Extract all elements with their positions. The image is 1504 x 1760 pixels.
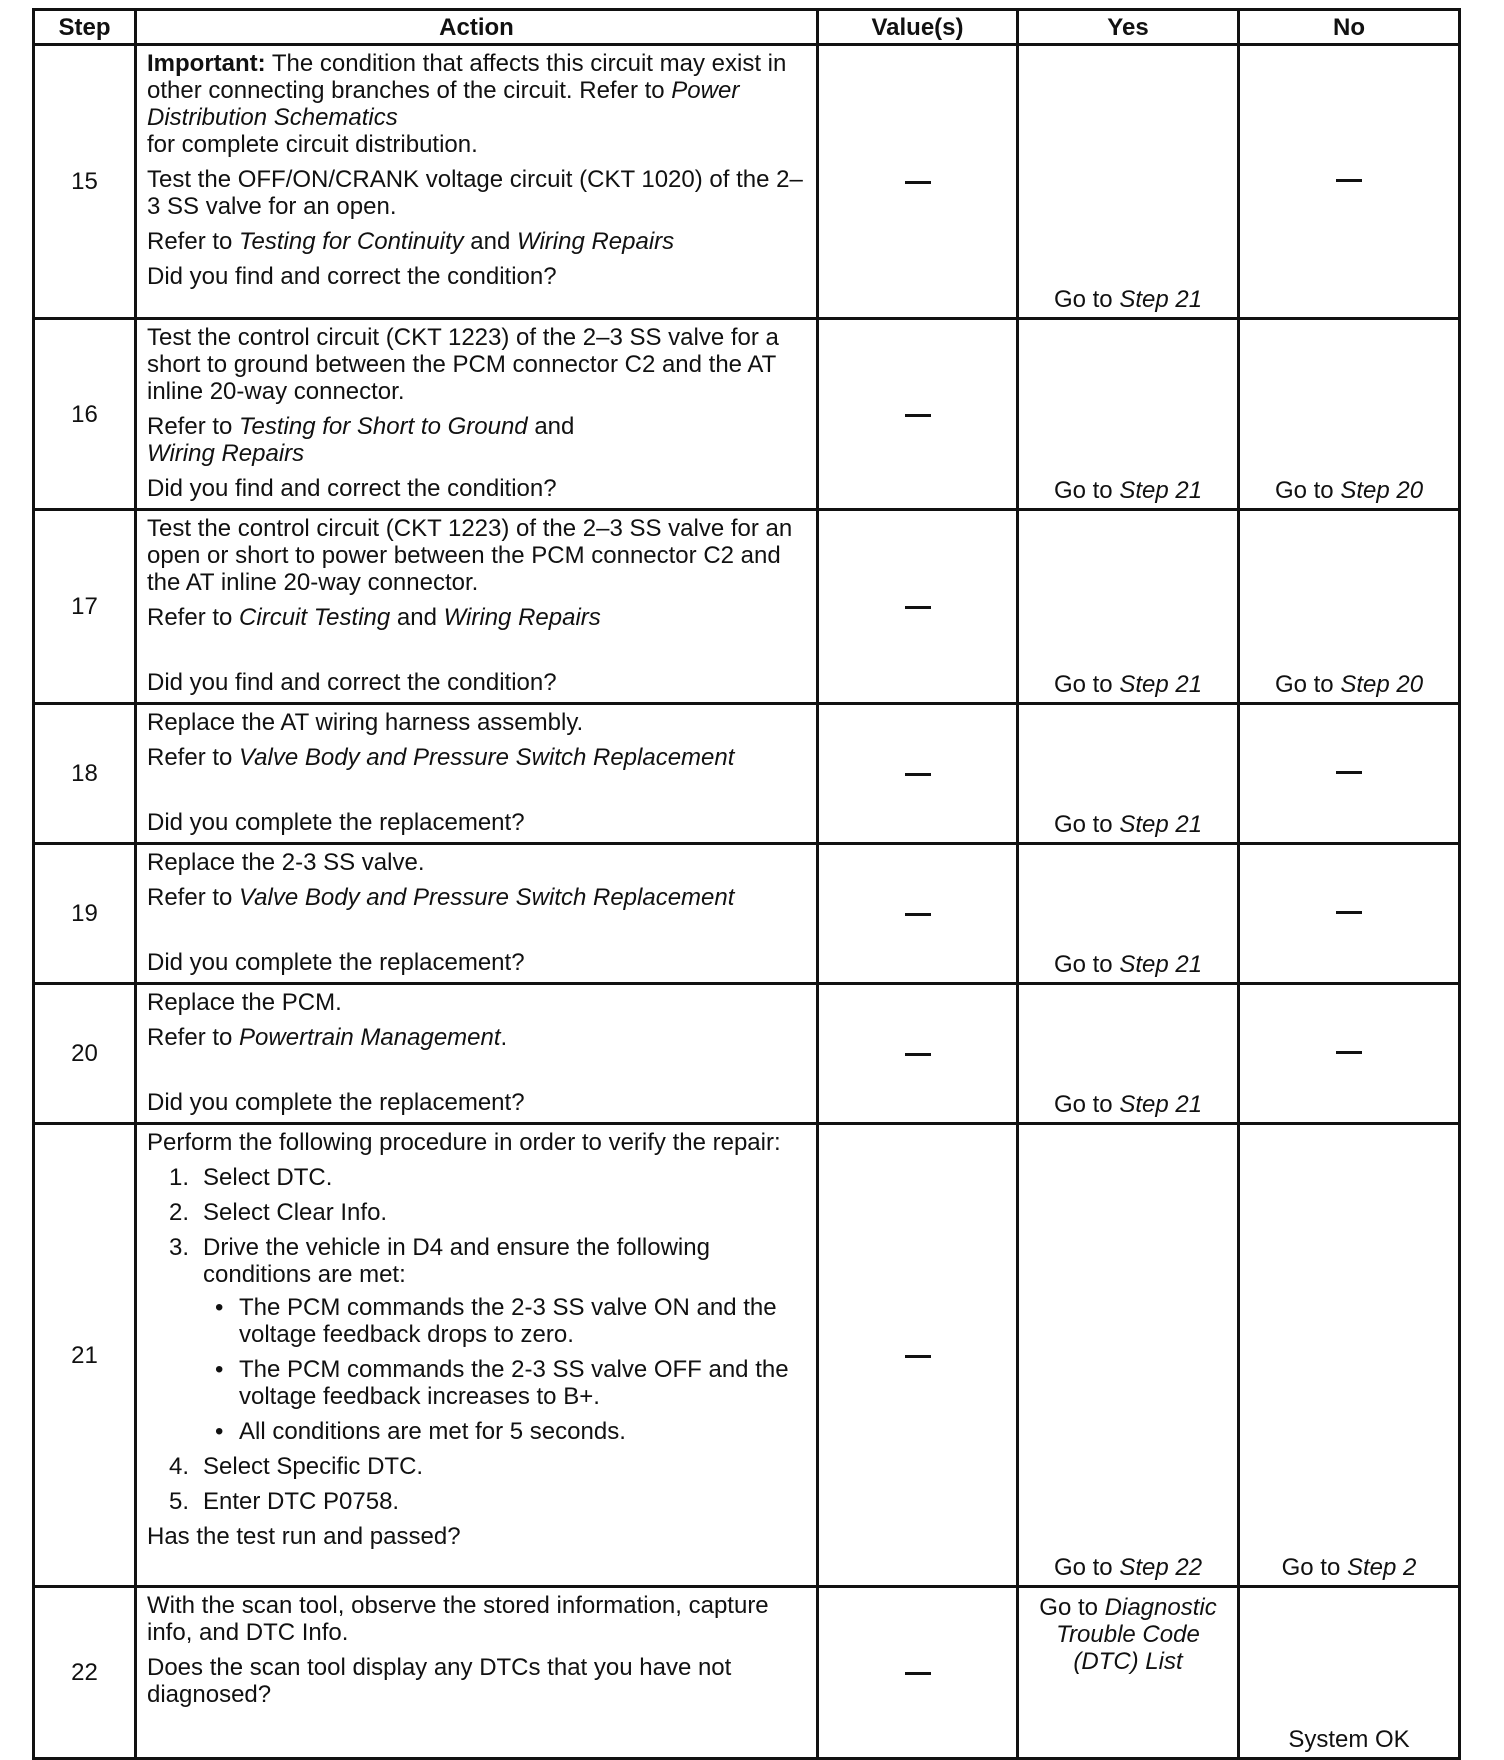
action-text: With the scan tool, observe the stored information, capture info, and DTC Info. [147,1592,769,1646]
no-prefix: Go to [1274,671,1341,698]
spacer [147,779,808,809]
yes-step-link[interactable]: Step 21 [1119,811,1203,838]
refer-line [147,413,808,467]
step-number: 21 [34,1124,136,1587]
table-row [34,984,1460,1124]
table-row [34,1124,1460,1587]
action-cell [136,844,818,984]
refer-prefix: Refer to [147,744,240,771]
list-text: Select DTC. [203,1164,333,1191]
no-cell [1239,844,1460,984]
question: Did you complete the replacement? [147,1089,525,1116]
yes-prefix: Go to [1053,1554,1120,1581]
yes-cell [1018,1587,1239,1759]
question: Has the test run and passed? [147,1523,461,1550]
list-item [147,1164,808,1191]
yes-cell [1018,844,1239,984]
list-text: All conditions are met for 5 seconds. [239,1418,626,1445]
refer-prefix: Refer to [147,413,240,440]
refer-line [147,604,808,631]
action-text: Replace the AT wiring harness assembly. [147,709,584,736]
step-number: 16 [34,319,136,510]
refer-tail: . [500,1024,508,1051]
table-row [34,704,1460,844]
action-text: Replace the 2-3 SS valve. [147,849,425,876]
no-cell [1239,319,1460,510]
action-cell [136,1587,818,1759]
yes-cell [1018,319,1239,510]
refer-and: and [390,604,444,631]
refer-prefix: Refer to [147,884,240,911]
reference-link[interactable]: Valve Body and Pressure Switch Replacement [239,744,735,771]
refer-and: and [463,228,518,255]
reference-link[interactable]: Testing for Short to Ground [239,413,528,440]
reference-link[interactable]: Powertrain Management [239,1024,501,1051]
yes-prefix: Go to [1053,477,1120,504]
list-text: Enter DTC P0758. [203,1488,400,1515]
question: Did you complete the replacement? [147,949,525,976]
reference-link[interactable]: Valve Body and Pressure Switch Replacement [239,884,735,911]
dash-mark [905,1053,931,1056]
yes-cell [1018,704,1239,844]
refer-line [147,1024,808,1051]
question: Did you complete the replacement? [147,809,525,836]
dash-mark [1336,771,1362,774]
list-item [203,1356,808,1410]
test-instruction: Test the control circuit (CKT 1223) of the 2–3 SS valve for a short to ground between the PCM connector C2 and the AT inline 20-way connector. [147,324,779,405]
no-prefix: Go to [1274,477,1341,504]
list-number: 5. [169,1488,190,1515]
refer-and: and [527,413,575,440]
value-cell [818,704,1018,844]
condition-bullets [203,1294,808,1445]
value-cell [818,45,1018,319]
question: Does the scan tool display any DTCs that you have not diagnosed? [147,1654,732,1708]
question: Did you find and correct the condition? [147,475,557,502]
yes-step-link[interactable]: Step 21 [1119,477,1203,504]
step-number: 15 [34,45,136,319]
reference-link[interactable]: Power Distribution Schematics [147,77,740,131]
question: Did you find and correct the condition? [147,263,557,290]
value-cell [818,319,1018,510]
action-cell [136,45,818,319]
list-text: Drive the vehicle in D4 and ensure the following conditions are met: [203,1234,710,1288]
bullet-icon: • [215,1356,224,1383]
yes-step-link[interactable]: Step 21 [1119,671,1203,698]
bullet-icon: • [215,1294,224,1321]
refer-line [147,744,808,771]
refer-prefix: Refer to [147,604,240,631]
list-text: The PCM commands the 2-3 SS valve ON and the voltage feedback drops to zero. [239,1294,777,1348]
dash-mark [905,181,931,184]
dash-mark [905,606,931,609]
spacer [147,919,808,949]
reference-link[interactable]: Wiring Repairs [147,440,305,467]
list-text: Select Specific DTC. [203,1453,424,1480]
yes-step-link[interactable]: Step 21 [1119,286,1203,313]
test-instruction: Test the OFF/ON/CRANK voltage circuit (CKT 1020) of the 2–3 SS valve for an open. [147,166,803,220]
list-number: 4. [169,1453,190,1480]
list-item [147,1234,808,1445]
value-cell [818,1124,1018,1587]
yes-prefix: Go to [1053,671,1120,698]
step-number: 18 [34,704,136,844]
yes-step-link[interactable]: Step 22 [1119,1554,1203,1581]
dash-mark [1336,911,1362,914]
list-text: The PCM commands the 2-3 SS valve OFF and the voltage feedback increases to B+. [239,1356,789,1410]
refer-prefix: Refer to [147,228,240,255]
yes-cell [1018,984,1239,1124]
yes-prefix: Go to [1053,951,1120,978]
step-number: 22 [34,1587,136,1759]
reference-link[interactable]: Wiring Repairs [443,604,601,631]
diagnostic-table [32,8,1461,1760]
no-cell [1239,704,1460,844]
no-cell [1239,1124,1460,1587]
no-prefix: Go to [1281,1554,1347,1581]
step-number: 19 [34,844,136,984]
refer-line [147,228,808,255]
test-instruction: Test the control circuit (CKT 1223) of the 2–3 SS valve for an open or short to power between the PCM connector C2 and the AT inline 20-way connector. [147,515,793,596]
yes-prefix: Go to [1053,286,1120,313]
list-item [203,1418,808,1445]
refer-line [147,884,808,911]
list-text: Select Clear Info. [203,1199,388,1226]
reference-link[interactable]: Circuit Testing [239,604,391,631]
action-text: Replace the PCM. [147,989,342,1016]
action-cell [136,510,818,704]
yes-cell [1018,45,1239,319]
procedure-steps [147,1164,808,1515]
value-cell [818,510,1018,704]
important-text: The condition that affects this circuit may exist in other connecting branches of the circuit. Refer to [147,50,787,104]
important-label: Important: [147,50,266,77]
table-row [34,45,1460,319]
header-action: Action [136,10,818,45]
yes-step-link[interactable]: Step 21 [1119,951,1203,978]
header-step: Step [34,10,136,45]
list-number: 1. [169,1164,190,1191]
no-cell [1239,45,1460,319]
action-cell [136,704,818,844]
list-number: 2. [169,1199,190,1226]
yes-dtc-list-link[interactable]: Diagnostic Trouble Code (DTC) List [1056,1594,1217,1675]
step-number: 17 [34,510,136,704]
yes-prefix: Go to [1053,811,1120,838]
no-step-link[interactable]: Step 20 [1340,477,1424,504]
dash-mark [905,1355,931,1358]
value-cell [818,1587,1018,1759]
bullet-icon: • [215,1418,224,1445]
action-cell [136,1124,818,1587]
table-row [34,844,1460,984]
yes-prefix: Go to [1053,1091,1120,1118]
table-row [34,319,1460,510]
list-item [147,1453,808,1480]
header-no: No [1239,10,1460,45]
table-row [34,1587,1460,1759]
no-cell: System OK [1239,1587,1460,1759]
header-yes: Yes [1018,10,1239,45]
action-cell [136,319,818,510]
step-number: 20 [34,984,136,1124]
yes-cell [1018,510,1239,704]
important-note [147,50,808,158]
yes-prefix: Go to [1039,1594,1105,1621]
spacer [147,639,808,669]
reference-link[interactable]: Testing for Continuity [239,228,464,255]
spacer [147,1059,808,1089]
no-cell [1239,984,1460,1124]
diagnostic-table-wrapper [32,8,1458,1760]
question: Did you find and correct the condition? [147,669,557,696]
important-tail: for complete circuit distribution. [147,131,478,158]
dash-mark [905,913,931,916]
procedure-intro: Perform the following procedure in order to verify the repair: [147,1129,781,1156]
list-item [147,1199,808,1226]
dash-mark [905,414,931,417]
value-cell [818,844,1018,984]
yes-cell [1018,1124,1239,1587]
action-cell [136,984,818,1124]
dash-mark [1336,1051,1362,1054]
yes-step-link[interactable]: Step 21 [1119,1091,1203,1118]
table-row [34,510,1460,704]
list-item [203,1294,808,1348]
refer-prefix: Refer to [147,1024,240,1051]
no-step-link[interactable]: Step 2 [1346,1554,1417,1581]
dash-mark [905,773,931,776]
header-values: Value(s) [818,10,1018,45]
reference-link[interactable]: Wiring Repairs [517,228,675,255]
list-number: 3. [169,1234,190,1261]
value-cell [818,984,1018,1124]
no-cell [1239,510,1460,704]
table-header-row [34,10,1460,45]
list-item [147,1488,808,1515]
no-step-link[interactable]: Step 20 [1340,671,1424,698]
dash-mark [905,1672,931,1675]
dash-mark [1336,179,1362,182]
